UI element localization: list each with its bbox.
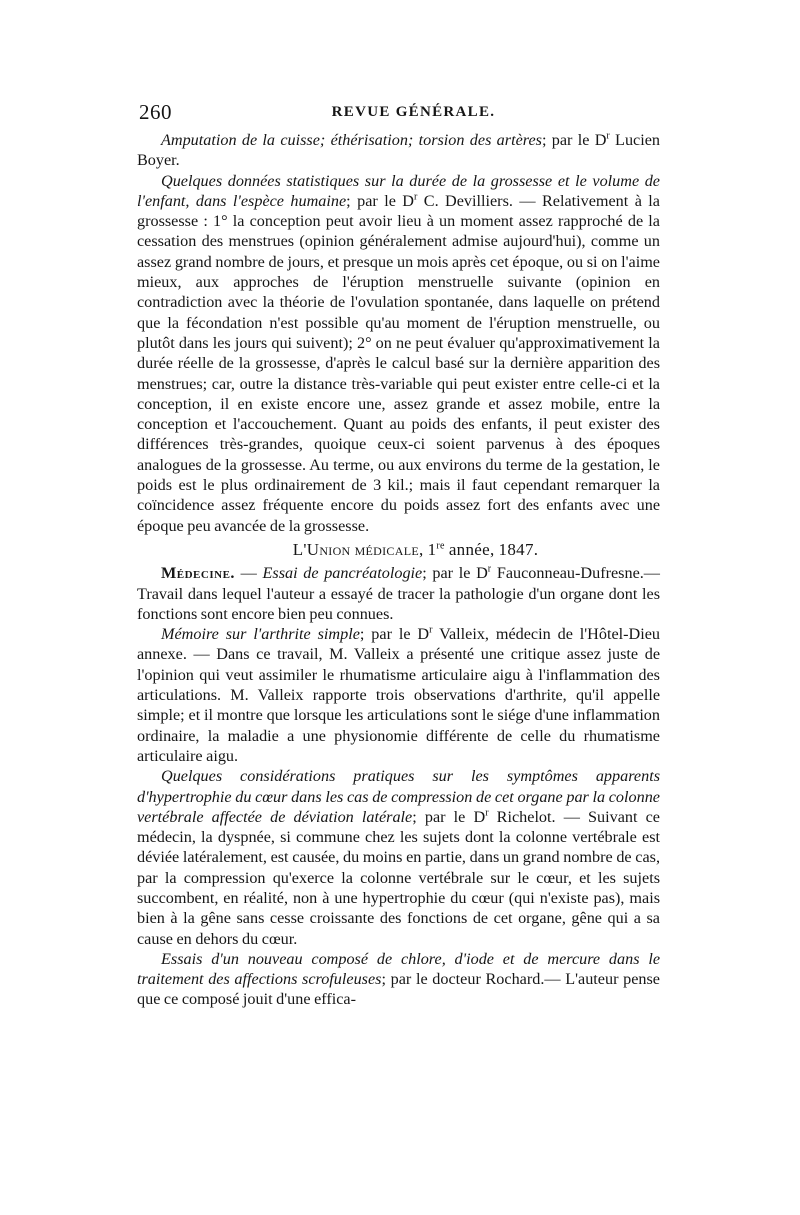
section-journal-name: Union médicale — [306, 539, 419, 559]
entry-title: Mémoire sur l'arthrite simple — [161, 625, 360, 644]
section-heading: L'Union médicale, 1re année, 1847. — [292, 539, 539, 559]
entry-arthrite: Mémoire sur l'arthrite simple; par le $D^r$ Valleix, médecin de l'Hôtel-Dieu annexe. — Dans ce travail, M. Valleix a présenté une critique assez juste de l'opinion qui veut assimiler le rhumatisme articulaire aigu à l'inflammation des articulations. M. Valleix rapporte trois observations d'arthrite, qu'il appelle simple; et il montre que lorsque les articulations sont le siége d'une inflammation ordinaire, la maladie a une physionomie différente de celle du rhumatisme articulaire aigu. — [137, 624, 661, 765]
journal-title: REVUE GÉNÉRALE. — [331, 104, 496, 120]
entry-title: Amputation de la cuisse; éthérisation; torsion des artères — [161, 131, 542, 149]
running-head — [137, 100, 660, 130]
entry-amputation: Amputation de la cuisse; éthérisation; torsion des artères; par le $D^r$ Lucien Boyer. — [137, 130, 660, 170]
entry-title: Essais d'un nouveau composé de chlore, d'iode et de mercure dans le traitement des affections scrofuleuses — [137, 949, 660, 989]
entry-title: Quelques considérations pratiques sur les symptômes apparents d'hypertrophie du cœur dans les cas de compression de cet organe par la colonne vertébrale affectée de déviation latérale — [137, 767, 660, 826]
entry-grossesse: Quelques données statistiques sur la durée de la grossesse et le volume de l'enfant, dans l'espèce humaine; par le $D^r$ C. Devilliers. — Relativement à la grossesse : 1° la conception peut avoir lieu à un moment assez rapproché de la cessation des menstrues (opinion généralement admise aujourd'hui), comme un assez grand nombre de jours, et presque un mois après cet époque, ou si on l'aime mieux, aux approches de l'éruption menstruelle suivante (opinion en contradiction avec la théorie de l'ovulation spontanée, dans laquelle on prétend que la fécondation n'est possible qu'au moment de l'éruption menstruelle, ou plutôt dans les jours qui suivent); 2° on ne peut évaluer qu'approximativement la durée réelle de la grossesse, d'après le calcul basé sur la dernière apparition des menstrues; car, outre la distance très-variable qui peut exister entre celle-ci et la conception, il en existe encore une, assez grande et assez mobile, entre la conception et l'accouchement. Quant au poids des enfants, il peut exister des différences très-grandes, quoique ceux-ci soient parvenus à des époques analogues de la grossesse. Au terme, ou aux environs du terme de la gestation, le poids est le plus ordinairement de 3 kil.; mais il faut cependant remarquer la coïncidence assez fréquente encore du poids assez fort des enfants avec une époque peu avancée de la grossesse. — [137, 171, 660, 535]
rubric-medecine: Médecine. — [161, 564, 235, 583]
document-page — [137, 100, 660, 1010]
entry-title: Essai de pancréatologie — [262, 564, 423, 583]
entry-hypertrophie: Quelques considérations pratiques sur les symptômes apparents d'hypertrophie du cœur dans les cas de compression de cet organe par la colonne vertébrale affectée de déviation latérale; par le $D^r$ Richelot. — Suivant ce médecin, la dyspnée, si commune chez les sujets dont la colonne vertébrale est déviée latéralement, est causée, du moins en partie, dans un grand nombre de cas, par la compression qu'exerce la colonne vertébrale sur le cœur, et les sujets succombent, en réalité, non à une hypertrophie du cœur (qui n'existe pas), mais bien à la gêne sans cesse croissante des fonctions de cet organe, gêne qui a sa cause en dehors du cœur. — [137, 767, 660, 948]
entry-title: Quelques données statistiques sur la durée de la grossesse et le volume de l'enfant, dans l'espèce humaine — [137, 171, 660, 210]
page-number: 260 — [139, 100, 172, 124]
entry-chlore-iode: Essais d'un nouveau composé de chlore, d'iode et de mercure dans le traitement des affections scrofuleuses; par le docteur Rochard.— L'auteur pense que ce composé jouit d'une effica- — [137, 949, 660, 1009]
body-text — [137, 130, 660, 1010]
entry-pancreatologie: Médecine. — Essai de pancréatologie; par le $D^r$ Fauconneau-Dufresne.—Travail dans lequel l'auteur a essayé de tracer la pathologie d'un organe dont les fonctions sont encore bien peu connues. — [137, 563, 660, 623]
